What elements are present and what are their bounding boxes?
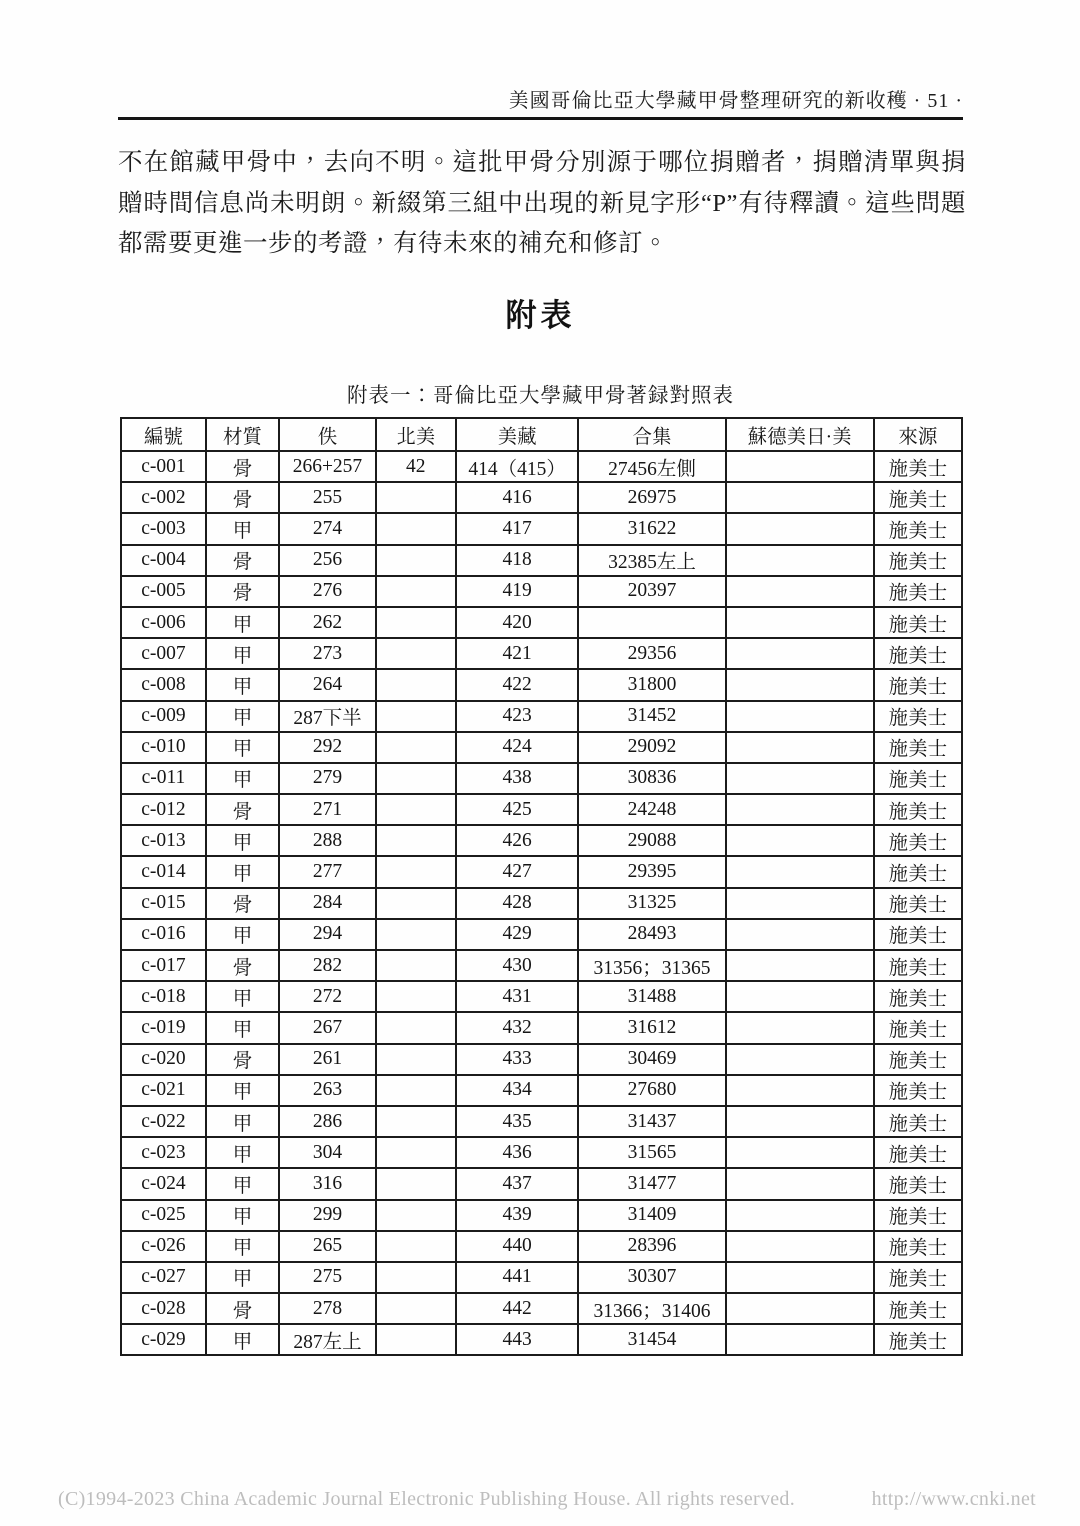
table-cell: c-003 [121, 513, 206, 544]
table-cell: c-013 [121, 825, 206, 856]
table-cell [376, 794, 456, 825]
table-cell [726, 1200, 874, 1231]
table-cell: c-011 [121, 763, 206, 794]
table-cell [726, 1012, 874, 1043]
table-cell [376, 950, 456, 981]
table-cell: 417 [456, 513, 579, 544]
table-cell: 20397 [578, 576, 725, 607]
table-cell [376, 981, 456, 1012]
table-cell: 施美士 [874, 1106, 962, 1137]
table-cell [726, 1262, 874, 1293]
table-cell [376, 638, 456, 669]
table-cell [376, 1075, 456, 1106]
table-cell: 414（415） [456, 451, 579, 482]
table-cell: 428 [456, 888, 579, 919]
table-cell [726, 1231, 874, 1262]
table-cell: 施美士 [874, 576, 962, 607]
table-row [121, 825, 962, 856]
table-cell: 甲 [206, 981, 279, 1012]
table-cell: 282 [279, 950, 376, 981]
table-cell: c-005 [121, 576, 206, 607]
table-cell: 273 [279, 638, 376, 669]
table-cell: 426 [456, 825, 579, 856]
table-cell [726, 638, 874, 669]
table-cell: 施美士 [874, 1075, 962, 1106]
copyright-notice: (C)1994-2023 China Academic Journal Electronic Publishing House. All rights reserved. [58, 1488, 796, 1510]
table-cell [376, 1200, 456, 1231]
table-cell [376, 482, 456, 513]
table-cell: c-008 [121, 669, 206, 700]
table-cell: c-001 [121, 451, 206, 482]
table-cell: 425 [456, 794, 579, 825]
table-cell [726, 950, 874, 981]
table-cell [726, 1106, 874, 1137]
table-cell: 286 [279, 1106, 376, 1137]
table-cell [376, 919, 456, 950]
table-cell: 甲 [206, 732, 279, 763]
table-cell: 265 [279, 1231, 376, 1262]
table-cell [726, 981, 874, 1012]
table-cell: c-027 [121, 1262, 206, 1293]
table-row [121, 856, 962, 887]
table-row [121, 451, 962, 482]
table-cell: 32385左上 [578, 545, 725, 576]
table-cell: c-020 [121, 1044, 206, 1075]
column-header: 編號 [121, 418, 206, 451]
table-cell: 骨 [206, 1044, 279, 1075]
table-cell: 施美士 [874, 1137, 962, 1168]
table-row [121, 576, 962, 607]
table-row [121, 981, 962, 1012]
table-cell: 434 [456, 1075, 579, 1106]
table-cell [726, 669, 874, 700]
table-cell: c-022 [121, 1106, 206, 1137]
table-cell: 440 [456, 1231, 579, 1262]
table-cell: 263 [279, 1075, 376, 1106]
table-cell [376, 1168, 456, 1199]
table-cell: 256 [279, 545, 376, 576]
table-cell: 436 [456, 1137, 579, 1168]
table-cell: 甲 [206, 1137, 279, 1168]
table-cell: 骨 [206, 794, 279, 825]
table-cell: 433 [456, 1044, 579, 1075]
table-cell: 甲 [206, 638, 279, 669]
table-cell: 施美士 [874, 732, 962, 763]
table-cell: 266+257 [279, 451, 376, 482]
table-cell: 287下半 [279, 701, 376, 732]
table-cell: 骨 [206, 545, 279, 576]
table-cell: 31622 [578, 513, 725, 544]
table-row [121, 1106, 962, 1137]
table-cell: c-024 [121, 1168, 206, 1199]
table-row [121, 1262, 962, 1293]
table-cell: 甲 [206, 1012, 279, 1043]
table-cell [726, 794, 874, 825]
table-cell: 442 [456, 1293, 579, 1324]
table-cell [376, 1012, 456, 1043]
table-cell: 292 [279, 732, 376, 763]
table-row [121, 950, 962, 981]
table-cell: 432 [456, 1012, 579, 1043]
table-cell: 施美士 [874, 856, 962, 887]
table-row [121, 1137, 962, 1168]
table-cell: 甲 [206, 701, 279, 732]
table-cell [376, 1137, 456, 1168]
table-cell: 施美士 [874, 545, 962, 576]
table-cell [726, 1168, 874, 1199]
body-paragraph: 不在館藏甲骨中，去向不明。這批甲骨分別源于哪位捐贈者，捐贈清單與捐贈時間信息尚未明朗。新綴第三組中出現的新見字形“P”有待釋讀。這些問題都需要更進一步的考證，有待未來的補充和修訂。 [118, 149, 966, 257]
table-row [121, 1200, 962, 1231]
table-cell: 262 [279, 607, 376, 638]
table-cell [376, 545, 456, 576]
table-cell: 甲 [206, 856, 279, 887]
table-cell: 274 [279, 513, 376, 544]
table-cell: c-028 [121, 1293, 206, 1324]
table-cell: 27680 [578, 1075, 725, 1106]
table-row [121, 545, 962, 576]
table-cell: 294 [279, 919, 376, 950]
table-row [121, 919, 962, 950]
table-cell: 28493 [578, 919, 725, 950]
table-row [121, 1075, 962, 1106]
table-cell: 421 [456, 638, 579, 669]
table-cell: 437 [456, 1168, 579, 1199]
table-cell: 施美士 [874, 919, 962, 950]
table-cell: 299 [279, 1200, 376, 1231]
column-header: 來源 [874, 418, 962, 451]
table-cell [376, 888, 456, 919]
section-title: 附表 [505, 298, 576, 333]
table-cell: 419 [456, 576, 579, 607]
table-cell [376, 1293, 456, 1324]
table-caption: 附表一：哥倫比亞大學藏甲骨著録對照表 [347, 385, 734, 407]
table-cell: 施美士 [874, 1168, 962, 1199]
table-cell: 277 [279, 856, 376, 887]
table-cell: 施美士 [874, 1044, 962, 1075]
table-cell: 438 [456, 763, 579, 794]
table-cell: 施美士 [874, 638, 962, 669]
table-cell: 31325 [578, 888, 725, 919]
table-cell: 42 [376, 451, 456, 482]
table-cell: 276 [279, 576, 376, 607]
table-cell: c-023 [121, 1137, 206, 1168]
table-cell: c-010 [121, 732, 206, 763]
table-cell: c-015 [121, 888, 206, 919]
table-cell: 骨 [206, 576, 279, 607]
table-cell [376, 607, 456, 638]
table-cell: 施美士 [874, 950, 962, 981]
table-cell [726, 888, 874, 919]
table-cell [376, 732, 456, 763]
table-cell [376, 1106, 456, 1137]
table-cell: 施美士 [874, 1200, 962, 1231]
table-cell: 264 [279, 669, 376, 700]
table-cell: 甲 [206, 669, 279, 700]
page-footer [58, 1488, 1036, 1511]
table-cell [726, 919, 874, 950]
table-cell: 甲 [206, 1231, 279, 1262]
table-cell: 31488 [578, 981, 725, 1012]
table-cell: 255 [279, 482, 376, 513]
table-cell [376, 825, 456, 856]
table-cell: 28396 [578, 1231, 725, 1262]
table-row [121, 701, 962, 732]
table-cell: 443 [456, 1324, 579, 1355]
table-cell: 骨 [206, 950, 279, 981]
table-cell: 施美士 [874, 607, 962, 638]
table-cell [726, 607, 874, 638]
table-cell: 31356；31365 [578, 950, 725, 981]
table-cell [726, 576, 874, 607]
table-cell: 430 [456, 950, 579, 981]
table-row [121, 1324, 962, 1355]
table-cell [578, 607, 725, 638]
table-cell: 27456左側 [578, 451, 725, 482]
table-cell [726, 545, 874, 576]
table-cell: 279 [279, 763, 376, 794]
table-cell: 骨 [206, 451, 279, 482]
table-cell: 施美士 [874, 1324, 962, 1355]
table-cell [726, 763, 874, 794]
table-cell [376, 576, 456, 607]
table-row [121, 638, 962, 669]
table-cell: c-021 [121, 1075, 206, 1106]
table-cell: 施美士 [874, 513, 962, 544]
table-cell: 31454 [578, 1324, 725, 1355]
header-rule [118, 117, 963, 120]
table-cell [726, 1075, 874, 1106]
table-cell [726, 1044, 874, 1075]
table-cell: 271 [279, 794, 376, 825]
table-cell: 31366；31406 [578, 1293, 725, 1324]
table-cell: 甲 [206, 919, 279, 950]
table-cell: 施美士 [874, 981, 962, 1012]
table-cell [726, 1324, 874, 1355]
table-cell: 420 [456, 607, 579, 638]
table-cell: 甲 [206, 1324, 279, 1355]
table-cell: 435 [456, 1106, 579, 1137]
table-cell: 261 [279, 1044, 376, 1075]
table-row [121, 1293, 962, 1324]
table-cell [376, 763, 456, 794]
table-cell: c-014 [121, 856, 206, 887]
table-cell: 441 [456, 1262, 579, 1293]
table-cell: 甲 [206, 1075, 279, 1106]
table-row [121, 1012, 962, 1043]
catalog-table [120, 417, 963, 1356]
table-cell: c-012 [121, 794, 206, 825]
table-cell: 骨 [206, 888, 279, 919]
table-cell: 423 [456, 701, 579, 732]
table-cell: 29092 [578, 732, 725, 763]
table-cell [726, 1293, 874, 1324]
table-cell [376, 1262, 456, 1293]
table-cell: 甲 [206, 513, 279, 544]
table-row [121, 888, 962, 919]
table-cell: 29356 [578, 638, 725, 669]
table-cell: 施美士 [874, 794, 962, 825]
table-cell: c-018 [121, 981, 206, 1012]
table-cell: 267 [279, 1012, 376, 1043]
table-cell: 施美士 [874, 669, 962, 700]
column-header: 佚 [279, 418, 376, 451]
column-header: 蘇德美日·美 [726, 418, 874, 451]
table-cell: 骨 [206, 482, 279, 513]
table-cell [726, 1137, 874, 1168]
table-cell: 甲 [206, 1168, 279, 1199]
table-cell [726, 451, 874, 482]
table-cell: 31437 [578, 1106, 725, 1137]
table-cell [376, 856, 456, 887]
table-cell: c-006 [121, 607, 206, 638]
table-cell: 31800 [578, 669, 725, 700]
table-cell: 31409 [578, 1200, 725, 1231]
table-cell: 施美士 [874, 701, 962, 732]
table-cell: c-016 [121, 919, 206, 950]
table-cell: c-019 [121, 1012, 206, 1043]
table-cell: 29395 [578, 856, 725, 887]
table-cell: 甲 [206, 763, 279, 794]
running-head: 美國哥倫比亞大學藏甲骨整理研究的新收穫 · 51 · [508, 90, 963, 112]
table-cell: 施美士 [874, 1262, 962, 1293]
table-row [121, 1231, 962, 1262]
table-cell: 31477 [578, 1168, 725, 1199]
table-cell: c-026 [121, 1231, 206, 1262]
table-cell: 施美士 [874, 763, 962, 794]
table-cell: 施美士 [874, 888, 962, 919]
table-cell: 30469 [578, 1044, 725, 1075]
table-cell: 甲 [206, 1106, 279, 1137]
table-cell [726, 482, 874, 513]
table-row [121, 763, 962, 794]
table-cell: 施美士 [874, 451, 962, 482]
table-cell: 304 [279, 1137, 376, 1168]
table-cell: 416 [456, 482, 579, 513]
table-cell: 骨 [206, 1293, 279, 1324]
column-header: 北美 [376, 418, 456, 451]
table-cell: 甲 [206, 1200, 279, 1231]
column-header: 合集 [578, 418, 725, 451]
table-cell: 424 [456, 732, 579, 763]
table-cell: 施美士 [874, 1293, 962, 1324]
table-header [121, 418, 962, 451]
table-cell: c-029 [121, 1324, 206, 1355]
table-cell: 31452 [578, 701, 725, 732]
table-cell: 甲 [206, 1262, 279, 1293]
table-cell: 31612 [578, 1012, 725, 1043]
table-cell: 24248 [578, 794, 725, 825]
table-cell: 30307 [578, 1262, 725, 1293]
table-row [121, 732, 962, 763]
table-cell [376, 1231, 456, 1262]
table-body [121, 451, 962, 1355]
table-cell: 418 [456, 545, 579, 576]
table-cell: 272 [279, 981, 376, 1012]
table-cell: 施美士 [874, 1231, 962, 1262]
column-header: 美藏 [456, 418, 579, 451]
table-cell [376, 669, 456, 700]
table-cell: 288 [279, 825, 376, 856]
table-cell: 施美士 [874, 825, 962, 856]
table-cell: 316 [279, 1168, 376, 1199]
table-cell [376, 1044, 456, 1075]
table-row [121, 607, 962, 638]
table-cell: 287左上 [279, 1324, 376, 1355]
table-row [121, 794, 962, 825]
table-cell: 439 [456, 1200, 579, 1231]
table-cell [726, 856, 874, 887]
table-cell: 施美士 [874, 482, 962, 513]
table-row [121, 482, 962, 513]
table-cell [376, 513, 456, 544]
table-cell [726, 701, 874, 732]
table-cell: 429 [456, 919, 579, 950]
table-cell: c-007 [121, 638, 206, 669]
table-cell [726, 732, 874, 763]
table-cell: 275 [279, 1262, 376, 1293]
table-cell: 甲 [206, 825, 279, 856]
table-cell: 施美士 [874, 1012, 962, 1043]
table-cell: c-004 [121, 545, 206, 576]
table-cell: 422 [456, 669, 579, 700]
table-cell: c-009 [121, 701, 206, 732]
publisher-url: http://www.cnki.net [871, 1488, 1036, 1510]
table-cell [376, 701, 456, 732]
table-cell [726, 513, 874, 544]
table-cell [376, 1324, 456, 1355]
table-cell [726, 825, 874, 856]
table-cell: c-017 [121, 950, 206, 981]
table-row [121, 1168, 962, 1199]
table-cell: 284 [279, 888, 376, 919]
table-row [121, 513, 962, 544]
table-cell: 31565 [578, 1137, 725, 1168]
column-header: 材質 [206, 418, 279, 451]
table-header-row [121, 418, 962, 451]
table-cell: c-002 [121, 482, 206, 513]
table-cell: 431 [456, 981, 579, 1012]
table-cell: 427 [456, 856, 579, 887]
table-cell: 26975 [578, 482, 725, 513]
table-cell: 278 [279, 1293, 376, 1324]
table-cell: 30836 [578, 763, 725, 794]
table-cell: 29088 [578, 825, 725, 856]
table-cell: c-025 [121, 1200, 206, 1231]
table-cell: 甲 [206, 607, 279, 638]
table-row [121, 1044, 962, 1075]
table-row [121, 669, 962, 700]
